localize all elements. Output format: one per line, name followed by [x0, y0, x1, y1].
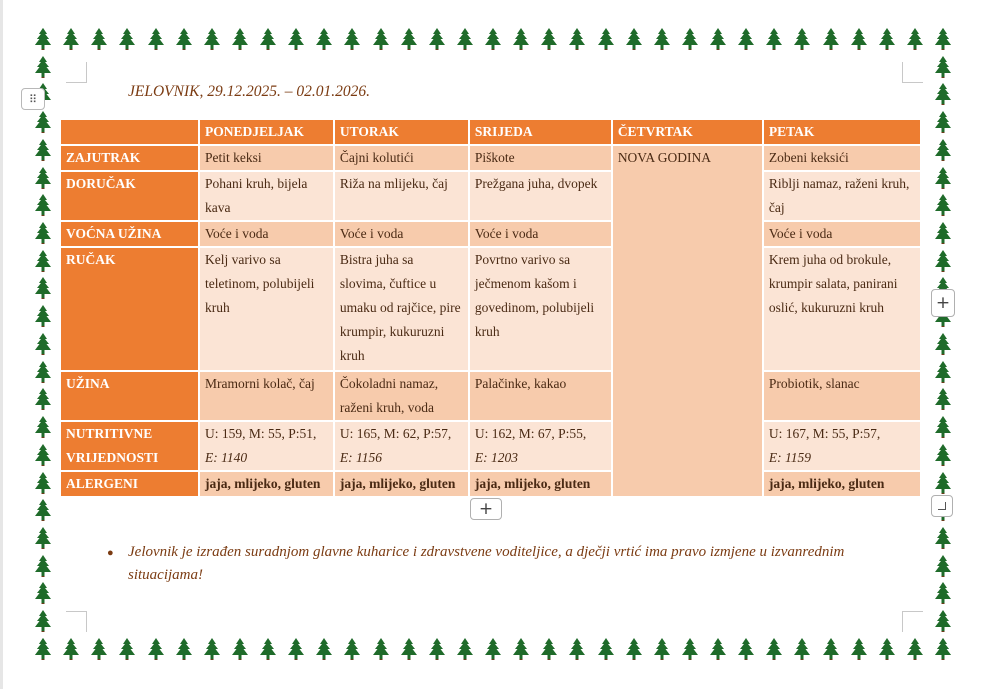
table-resize-handle[interactable]	[931, 495, 953, 517]
pine-tree-icon	[621, 637, 647, 663]
pine-tree-icon	[30, 221, 56, 247]
pine-tree-icon	[761, 637, 787, 663]
allergen-cell: jaja, mlijeko, gluten	[470, 472, 611, 496]
menu-cell: Riža na mlijeku, čaj	[335, 172, 468, 220]
pine-tree-icon	[677, 27, 703, 53]
pine-tree-icon	[30, 360, 56, 386]
pine-tree-icon	[30, 27, 56, 53]
plus-icon: +	[935, 293, 951, 313]
pine-tree-icon	[30, 443, 56, 469]
energy-value: E: 1159	[768, 450, 811, 465]
allergen-cell: jaja, mlijeko, gluten	[200, 472, 333, 496]
pine-tree-icon	[227, 27, 253, 53]
energy-value: E: 1140	[204, 450, 248, 465]
menu-cell: Palačinke, kakao	[470, 372, 611, 420]
holiday-cell: NOVA GODINA	[613, 146, 762, 496]
table-row	[61, 222, 920, 246]
pine-tree-icon	[649, 637, 675, 663]
pine-tree-icon	[480, 637, 506, 663]
energy-value: E: 1203	[474, 450, 518, 465]
pine-tree-icon	[199, 27, 225, 53]
pine-tree-icon	[171, 637, 197, 663]
pine-tree-icon	[930, 193, 956, 219]
menu-cell: Pohani kruh, bijela kava	[200, 172, 333, 220]
pine-tree-icon	[368, 27, 394, 53]
pine-tree-icon	[930, 221, 956, 247]
meal-label: VOĆNA UŽINA	[61, 222, 198, 246]
pine-tree-icon	[30, 498, 56, 524]
menu-cell: Prežgana juha, dvopek	[470, 172, 611, 220]
pine-tree-icon	[30, 110, 56, 136]
pine-tree-icon	[930, 581, 956, 607]
margin-mark-top-right	[902, 62, 923, 83]
pine-tree-icon	[649, 27, 675, 53]
pine-tree-icon	[227, 637, 253, 663]
pine-tree-icon	[339, 637, 365, 663]
pine-tree-icon	[311, 27, 337, 53]
day-header: SRIJEDA	[470, 120, 611, 144]
pine-tree-icon	[396, 637, 422, 663]
pine-tree-icon	[30, 166, 56, 192]
menu-cell: Voće i voda	[470, 222, 611, 246]
table-row	[61, 172, 920, 220]
pine-tree-icon	[396, 27, 422, 53]
menu-cell: Riblji namaz, raženi kruh, čaj	[764, 172, 920, 220]
pine-tree-icon	[114, 637, 140, 663]
pine-tree-icon	[452, 27, 478, 53]
move-icon: ⠿	[28, 92, 38, 106]
menu-cell: Čokoladni namaz, raženi kruh, voda	[335, 372, 468, 420]
pine-tree-icon	[874, 637, 900, 663]
margin-mark-top-left	[66, 62, 87, 83]
pine-tree-icon	[902, 637, 928, 663]
header-corner-cell	[61, 120, 198, 144]
pine-tree-icon	[733, 27, 759, 53]
table-header-row	[61, 120, 920, 144]
meal-label: ZAJUTRAK	[61, 146, 198, 170]
pine-tree-icon	[424, 27, 450, 53]
menu-cell: Kelj varivo sa teletinom, polubijeli kruh	[200, 248, 333, 370]
pine-tree-icon	[818, 27, 844, 53]
pine-tree-icon	[143, 637, 169, 663]
day-header: ČETVRTAK	[613, 120, 762, 144]
nutrition-cell	[200, 422, 333, 470]
day-header: PONEDJELJAK	[200, 120, 333, 144]
pine-tree-icon	[30, 304, 56, 330]
pine-tree-icon	[593, 27, 619, 53]
menu-cell: Zobeni keksići	[764, 146, 920, 170]
pine-tree-icon	[846, 27, 872, 53]
pine-tree-icon	[86, 27, 112, 53]
pine-tree-icon	[199, 637, 225, 663]
table-row	[61, 372, 920, 420]
pine-tree-icon	[593, 637, 619, 663]
pine-tree-icon	[902, 27, 928, 53]
pine-tree-icon	[930, 637, 956, 663]
bullet-icon: ●	[107, 547, 114, 559]
resize-icon	[938, 502, 946, 510]
pine-tree-icon	[86, 637, 112, 663]
pine-tree-icon	[30, 193, 56, 219]
pine-tree-icon	[480, 27, 506, 53]
pine-tree-icon	[30, 415, 56, 441]
pine-tree-icon	[930, 360, 956, 386]
menu-cell: Voće i voda	[200, 222, 333, 246]
pine-tree-icon	[874, 27, 900, 53]
menu-cell: Krem juha od brokule, krumpir salata, panirani oslić, kukuruzni kruh	[764, 248, 920, 370]
pine-tree-icon	[283, 637, 309, 663]
day-header: PETAK	[764, 120, 920, 144]
table-row	[61, 146, 920, 170]
pine-tree-icon	[930, 249, 956, 275]
margin-mark-bottom-left	[66, 611, 87, 632]
table-row	[61, 422, 920, 470]
energy-value: E: 1156	[339, 450, 383, 465]
tree-border-top	[30, 27, 956, 53]
meal-label: NUTRITIVNE VRIJEDNOSTI	[61, 422, 198, 470]
pine-tree-icon	[30, 554, 56, 580]
menu-cell: Piškote	[470, 146, 611, 170]
page-edge	[0, 0, 3, 689]
pine-tree-icon	[30, 138, 56, 164]
pine-tree-icon	[30, 249, 56, 275]
pine-tree-icon	[283, 27, 309, 53]
pine-tree-icon	[171, 27, 197, 53]
nutrition-cell	[335, 422, 468, 470]
table-move-handle[interactable]	[21, 88, 45, 110]
menu-cell: Voće i voda	[335, 222, 468, 246]
tree-border-bottom	[30, 637, 956, 663]
meal-label: RUČAK	[61, 248, 198, 370]
pine-tree-icon	[930, 82, 956, 108]
pine-tree-icon	[536, 27, 562, 53]
pine-tree-icon	[30, 332, 56, 358]
menu-cell: Probiotik, slanac	[764, 372, 920, 420]
pine-tree-icon	[930, 387, 956, 413]
pine-tree-icon	[930, 471, 956, 497]
pine-tree-icon	[761, 27, 787, 53]
pine-tree-icon	[58, 637, 84, 663]
menu-cell: Povrtno varivo sa ječmenom kašom i govedinom, polubijeli kruh	[470, 248, 611, 370]
nutrition-cell	[470, 422, 611, 470]
pine-tree-icon	[733, 637, 759, 663]
allergen-cell: jaja, mlijeko, gluten	[335, 472, 468, 496]
nutrition-values: U: 159, M: 55, P:51,	[204, 426, 317, 441]
add-row-button[interactable]	[470, 498, 502, 520]
pine-tree-icon	[705, 637, 731, 663]
pine-tree-icon	[30, 637, 56, 663]
pine-tree-icon	[30, 387, 56, 413]
tree-border-left	[30, 27, 56, 663]
pine-tree-icon	[536, 637, 562, 663]
nutrition-cell	[764, 422, 920, 470]
pine-tree-icon	[930, 110, 956, 136]
pine-tree-icon	[255, 27, 281, 53]
table-row	[61, 472, 920, 496]
pine-tree-icon	[846, 637, 872, 663]
meal-label: DORUČAK	[61, 172, 198, 220]
pine-tree-icon	[311, 637, 337, 663]
pine-tree-icon	[789, 637, 815, 663]
pine-tree-icon	[621, 27, 647, 53]
pine-tree-icon	[930, 554, 956, 580]
pine-tree-icon	[424, 637, 450, 663]
pine-tree-icon	[255, 637, 281, 663]
nutrition-values: U: 162, M: 67, P:55,	[474, 426, 587, 441]
pine-tree-icon	[677, 637, 703, 663]
day-header: UTORAK	[335, 120, 468, 144]
pine-tree-icon	[789, 27, 815, 53]
pine-tree-icon	[30, 581, 56, 607]
nutrition-values: U: 165, M: 62, P:57,	[339, 426, 452, 441]
plus-icon: +	[478, 499, 494, 519]
pine-tree-icon	[930, 415, 956, 441]
pine-tree-icon	[30, 471, 56, 497]
add-column-button[interactable]	[931, 289, 955, 317]
pine-tree-icon	[818, 637, 844, 663]
allergen-cell: jaja, mlijeko, gluten	[764, 472, 920, 496]
pine-tree-icon	[30, 276, 56, 302]
pine-tree-icon	[508, 637, 534, 663]
pine-tree-icon	[930, 55, 956, 81]
margin-mark-bottom-right	[902, 611, 923, 632]
pine-tree-icon	[930, 332, 956, 358]
pine-tree-icon	[114, 27, 140, 53]
menu-cell: Bistra juha sa slovima, čuftice u umaku od rajčice, pire krumpir, kukuruzni kruh	[335, 248, 468, 370]
menu-cell: Petit keksi	[200, 146, 333, 170]
document-title: JELOVNIK, 29.12.2025. – 02.01.2026.	[128, 83, 370, 100]
meal-label: UŽINA	[61, 372, 198, 420]
pine-tree-icon	[452, 637, 478, 663]
pine-tree-icon	[930, 27, 956, 53]
pine-tree-icon	[143, 27, 169, 53]
pine-tree-icon	[564, 637, 590, 663]
pine-tree-icon	[339, 27, 365, 53]
pine-tree-icon	[705, 27, 731, 53]
footnote-text: Jelovnik je izrađen suradnjom glavne kuharice i zdravstvene voditeljice, a dječji vrtić ima pravo izmjene u izvanrednim situacijama!	[128, 544, 845, 583]
pine-tree-icon	[508, 27, 534, 53]
pine-tree-icon	[30, 55, 56, 81]
pine-tree-icon	[930, 443, 956, 469]
menu-cell: Mramorni kolač, čaj	[200, 372, 333, 420]
pine-tree-icon	[58, 27, 84, 53]
meal-label: ALERGENI	[61, 472, 198, 496]
pine-tree-icon	[368, 637, 394, 663]
tree-border-right	[930, 27, 956, 663]
menu-cell: Čajni kolutići	[335, 146, 468, 170]
pine-tree-icon	[30, 526, 56, 552]
menu-table	[59, 118, 922, 498]
pine-tree-icon	[930, 609, 956, 635]
pine-tree-icon	[30, 609, 56, 635]
pine-tree-icon	[564, 27, 590, 53]
menu-cell: Voće i voda	[764, 222, 920, 246]
nutrition-values: U: 167, M: 55, P:57,	[768, 426, 881, 441]
pine-tree-icon	[930, 166, 956, 192]
pine-tree-icon	[930, 526, 956, 552]
pine-tree-icon	[930, 138, 956, 164]
table-row	[61, 248, 920, 370]
